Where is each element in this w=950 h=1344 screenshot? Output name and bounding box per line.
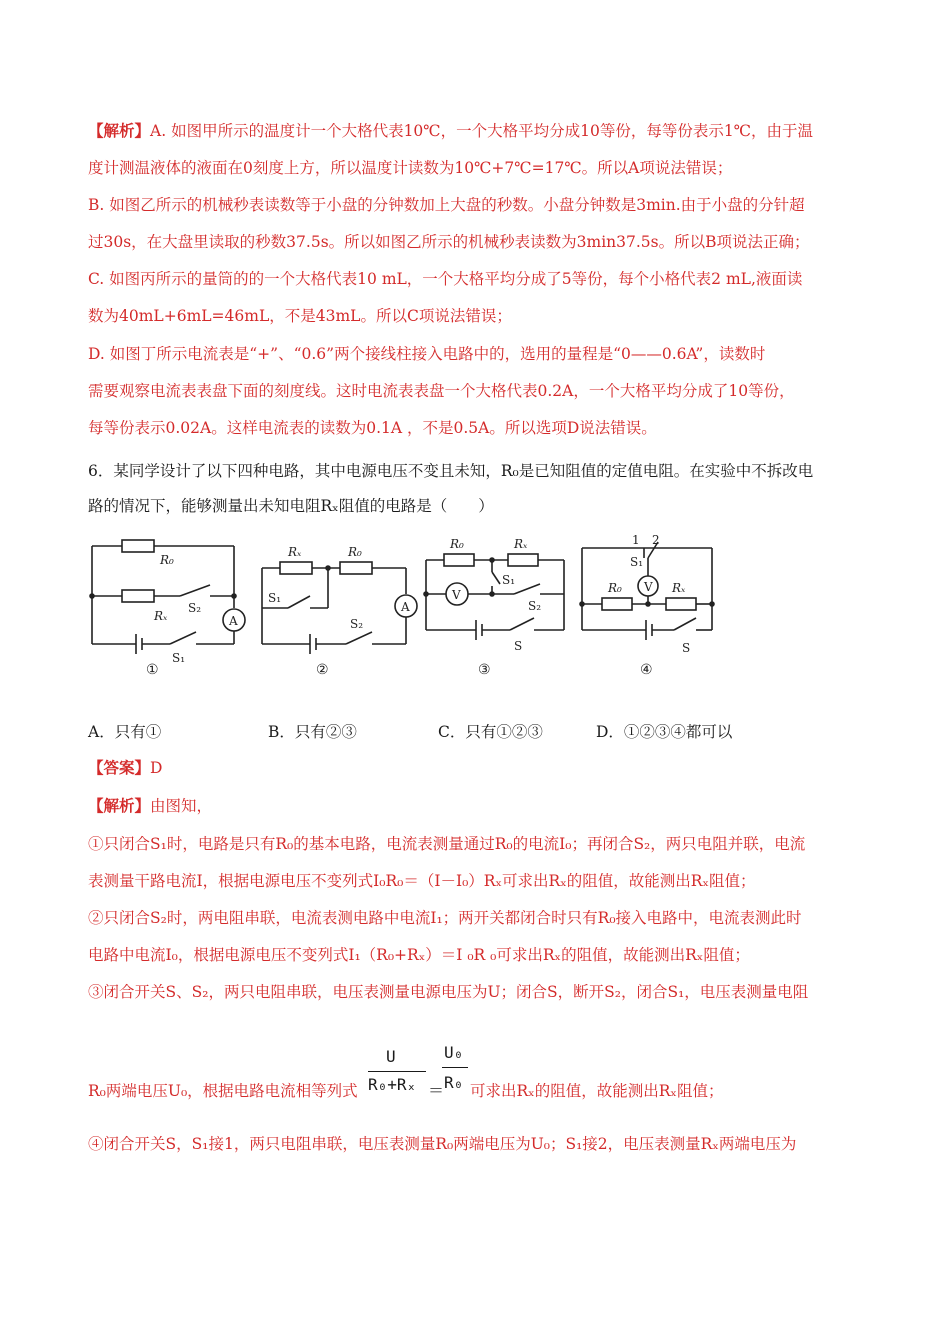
c4-number: ④ [640, 662, 653, 678]
c1-number: ① [146, 662, 159, 678]
c3-number: ③ [478, 662, 491, 678]
c4-pos2-label: 2 [652, 533, 660, 547]
analysis-6-p2b: 电路中电流I₀，根据电源电压不变列式I₁（R₀+Rₓ）＝I ₀R ₀可求出Rₓ的阻值，故能测出Rₓ阻值； [88, 946, 750, 964]
analysis-5-line-d2: 需要观察电流表表盘下面的刻度线。这时电流表表盘一个大格代表0.2A，一个大格平均分成了10等份， [88, 382, 795, 400]
analysis-5-line-b2: 过30s，在大盘里读取的秒数37.5s。所以如图乙所示的机械秒表读数为3min37.5s。所以B项说法正确； [88, 233, 810, 251]
c4-r0-label: R₀ [608, 581, 622, 595]
c1-r0-label: R₀ [160, 553, 174, 567]
analysis-5-line-b1: B. 如图乙所示的机械秒表读数等于小盘的分钟数加上大盘的秒数。小盘分钟数是3min.由于小盘的分针超 [88, 196, 805, 214]
c1-rx-label: Rₓ [154, 609, 168, 623]
c3-rx-label: Rₓ [514, 537, 528, 551]
answer-line: 【答案】D [88, 758, 163, 777]
analysis-6-p3b-post: 可求出Rₓ的阻值，故能测出Rₓ阻值； [470, 1082, 724, 1100]
c4-s-label: S [682, 641, 691, 655]
c1-s1-label: S₁ [172, 651, 186, 665]
c3-r0-label: R₀ [450, 537, 464, 551]
analysis-6-p3b-pre: R₀两端电压U₀，根据电路电流相等列式 [88, 1082, 358, 1100]
c4-rx-label: Rₓ [672, 581, 686, 595]
option-d[interactable]: D．①②③④都可以 [596, 723, 733, 741]
analysis-6-p1b: 表测量干路电流I，根据电源电压不变列式I₀R₀＝（I－I₀）Rₓ可求出Rₓ的阻值，故能测出Rₓ阻值； [88, 872, 756, 890]
c2-s2-label: S₂ [350, 617, 364, 631]
analysis-tag: 【解析】 [88, 121, 151, 140]
question-6-line-2: 路的情况下，能够测量出未知电阻Rₓ阻值的电路是（ ） [88, 497, 494, 515]
c3-s1-label: S₁ [502, 573, 516, 587]
analysis-6-p2a: ②只闭合S₂时，两电阻串联，电流表测电路中电流I₁；两开关都闭合时只有R₀接入电路中，电流表测此时 [88, 909, 802, 927]
analysis-5-line-c1: C. 如图丙所示的量筒的的一个大格代表10 mL，一个大格平均分成了5等份，每个小格代表2 mL,液面读 [88, 270, 803, 288]
c4-pos1-label: 1 [632, 533, 640, 547]
c1-s2-label: S₂ [188, 601, 202, 615]
analysis-5-line-c2: 数为40mL+6mL=46mL，不是43mL。所以C项说法错误； [88, 307, 512, 325]
c2-rx-label: Rₓ [288, 545, 302, 559]
analysis-6-p4a: ④闭合开关S，S₁接1，两只电阻串联，电压表测量R₀两端电压为U₀；S₁接2，电压表测量Rₓ两端电压为 [88, 1135, 797, 1153]
analysis-5-line-d3: 每等份表示0.02A。这样电流表的读数为0.1A ，不是0.5A。所以选项D说法错误。 [88, 419, 657, 437]
c3-s-label: S [514, 639, 523, 653]
c2-r0-label: R₀ [348, 545, 362, 559]
analysis-6-p3a: ③闭合开关S、S₂，两只电阻串联，电压表测量电源电压为U；闭合S，断开S₂，闭合S₁，电压表测量电阻 [88, 983, 809, 1001]
option-a[interactable]: A．只有① [88, 723, 162, 741]
circuit-3 [424, 554, 564, 640]
c3-voltmeter-label: V [452, 588, 461, 602]
analysis-5-line-a2: 度计测温液体的液面在0刻度上方，所以温度计读数为10℃+7℃=17℃。所以A项说法错误； [88, 159, 733, 177]
c2-number: ② [316, 662, 329, 678]
c1-ammeter-label: A [229, 614, 238, 628]
option-c[interactable]: C．只有①②③ [438, 723, 543, 741]
question-6-line-1: 6．某同学设计了以下四种电路，其中电源电压不变且未知，R₀是已知阻值的定值电阻。在实验中不拆改电 [88, 462, 814, 480]
circuit-diagrams [84, 528, 724, 688]
option-b[interactable]: B．只有②③ [268, 723, 357, 741]
c3-s2-label: S₂ [528, 599, 542, 613]
c2-ammeter-label: A [401, 600, 410, 614]
c4-s1-label: S₁ [630, 555, 644, 569]
c2-s1-label: S₁ [268, 591, 282, 605]
analysis-5-line-a1: 【解析】A. 如图甲所示的温度计一个大格代表10℃，一个大格平均分成10等份，每等份表示1℃，由于温 [88, 121, 814, 140]
c4-voltmeter-label: V [644, 580, 653, 594]
analysis-5-line-d1: D. 如图丁所示电流表是“+”、“0.6”两个接线柱接入电路中的，选用的量程是“0——0.6A”，读数时 [88, 345, 766, 363]
circuit-2 [262, 562, 417, 654]
analysis-6-intro: 【解析】由图知， [88, 796, 213, 815]
analysis-6-p1a: ①只闭合S₁时，电路是只有R₀的基本电路，电流表测量通过R₀的电流I₀；再闭合S₂，两只电阻并联，电流 [88, 835, 806, 853]
